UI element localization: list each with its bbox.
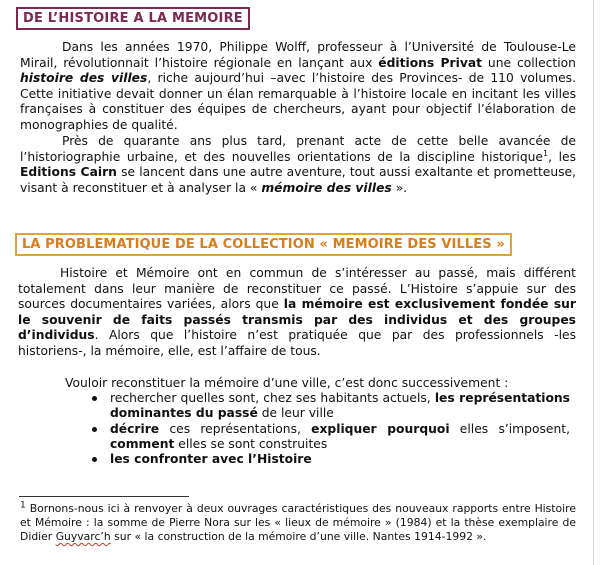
spellcheck-word[interactable]: Guyvarc’h	[55, 530, 111, 543]
section-heading-histoire-memoire: DE L’HISTOIRE A LA MEMOIRE	[16, 7, 250, 30]
footnote-separator	[19, 496, 189, 497]
list-intro: Vouloir reconstituer la mémoire d’une ville, c’est donc successivement :	[65, 376, 509, 390]
bullet-icon	[92, 457, 97, 462]
footnote-reference[interactable]: 1	[542, 148, 549, 158]
list-item: décrire ces représentations, expliquer pourquoi elles s’imposent, comment elles se sont construites	[90, 422, 570, 453]
section-heading-problematique: LA PROBLEMATIQUE DE LA COLLECTION « MEMOIRE DES VILLES »	[15, 233, 512, 256]
list-item: les confronter avec l’Histoire	[90, 452, 570, 467]
footnote-number: 1	[20, 500, 26, 511]
bold-memoire-fondee: la mémoire est exclusivement fondée sur le souvenir de faits passés transmis par des individus et des groupes d’individus	[18, 297, 576, 343]
bullet-list	[90, 391, 570, 467]
bold-editions-privat: éditions Privat	[378, 55, 483, 70]
bullet-icon	[92, 396, 97, 401]
bold-italic-memoire-des-villes: mémoire des villes	[261, 180, 392, 195]
bold-editions-cairn: Editions Cairn	[20, 165, 117, 180]
paragraph-histoire-memoire: Histoire et Mémoire ont en commun de s’intéresser au passé, mais différent totalement dans leur manière de reconstituer ce passé. L’Histoire s’appuie sur des sources documentaires variées, alors que la mémoire est exclusivement fondée sur le souvenir de faits passés transmis par des individus et des groupes d’individus. Alors que l’histoire n’est pratiquée que par des professionnels -les historiens-, la mémoire, elle, est l’affaire de tous.	[18, 266, 576, 358]
list-item: rechercher quelles sont, chez ses habitants actuels, les représentations dominantes du passé de leur ville	[90, 391, 570, 422]
paragraph-cairn: Près de quarante ans plus tard, prenant acte de cette belle avancée de l’historiographie urbaine, et des nouvelles orientations de la discipline historique$^1$, les Editions Cairn se lancent dans une autre aventure, tout aussi exaltante et prometteuse, visant à reconstituer et à analyser la « mémoire des villes ».	[20, 134, 577, 195]
bold-italic-histoire-des-villes: histoire des villes	[20, 71, 148, 86]
footnote: $^1$ Bornons-nous ici à renvoyer à deux ouvrages caractéristiques des nouveaux rapports entre Histoire et Mémoire : la somme de Pierre Nora sur les « lieux de mémoire » (1984) et la thèse exemplaire de Didier Guyvarc’h sur « la construction de la mémoire d’une ville. Nantes 1914-1992 ».	[20, 500, 576, 543]
page-edge	[593, 0, 594, 565]
bullet-icon	[92, 427, 97, 432]
paragraph-wolff: Dans les années 1970, Philippe Wolff, professeur à l’Université de Toulouse-Le Mirail, révolutionnait l’histoire régionale en lançant aux éditions Privat une collection histoire des villes, riche aujourd’hui –avec l’histoire des Provinces- de 110 volumes. Cette initiative devait donner un élan remarquable à l’histoire locale en incitant les villes françaises à constituer des équipes de chercheurs, ayant pour objectif l’élaboration de monographies de qualité.	[20, 40, 576, 132]
